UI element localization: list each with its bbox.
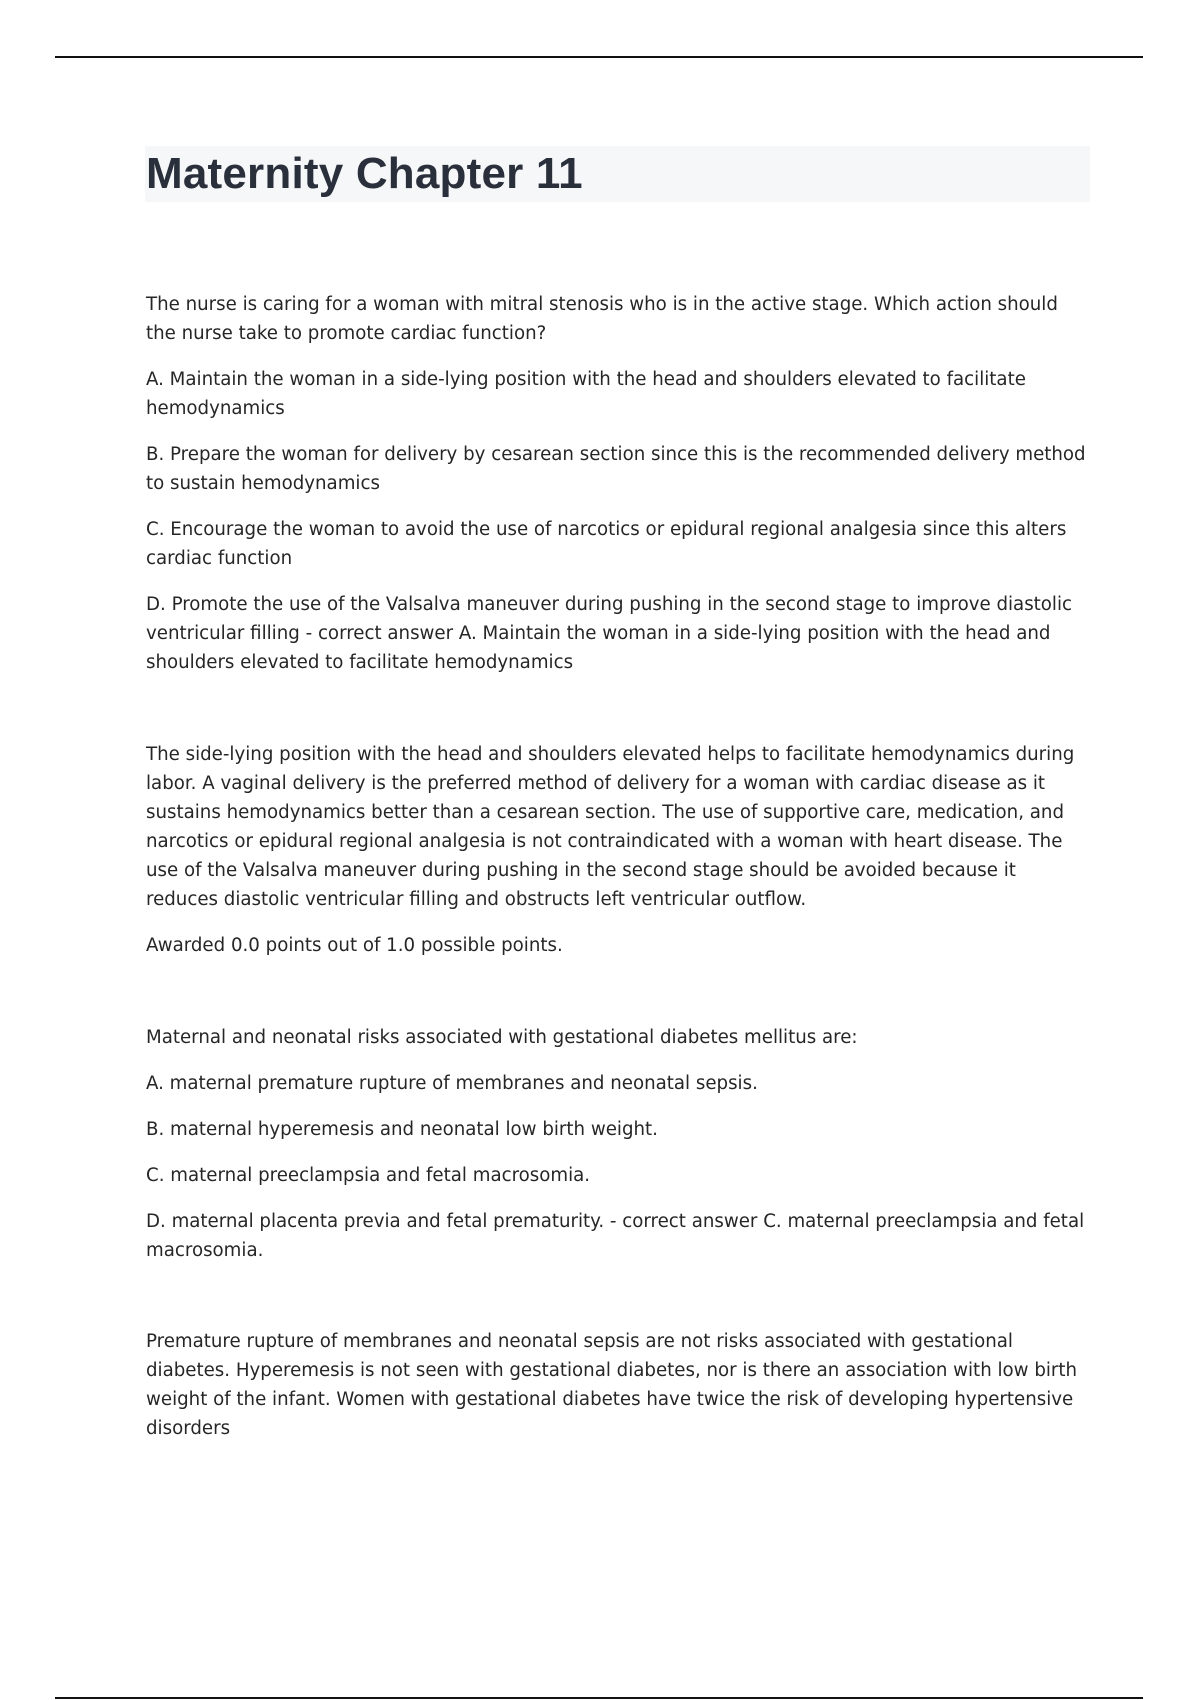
question-1-option-c: C. Encourage the woman to avoid the use of narcotics or epidural regional analgesia since this alters cardiac function xyxy=(146,519,1067,569)
question-1-score: Awarded 0.0 points out of 1.0 possible points. xyxy=(146,935,563,956)
spacer xyxy=(146,977,1091,1023)
page-title: Maternity Chapter 11 xyxy=(146,149,583,198)
spacer xyxy=(146,694,1091,740)
question-2-option-a: A. maternal premature rupture of membranes and neonatal sepsis. xyxy=(146,1073,758,1094)
question-1-option-d-answer: D. Promote the use of the Valsalva maneuver during pushing in the second stage to improve diastolic ventricular filling - correct answer A. Maintain the woman in a side-lying position with the head and shoulders elevated to facilitate hemodynamics xyxy=(146,594,1073,673)
question-1-option-a: A. Maintain the woman in a side-lying position with the head and shoulders elevated to facilitate hemodynamics xyxy=(146,369,1026,419)
question-2-option-c: C. maternal preeclampsia and fetal macrosomia. xyxy=(146,1165,591,1186)
question-2-rationale: Premature rupture of membranes and neonatal sepsis are not risks associated with gestational diabetes. Hyperemesis is not seen with gestational diabetes, nor is there an association with low birth weight of the infant. Women with gestational diabetes have twice the risk of developing hypertensive disorders xyxy=(146,1331,1078,1439)
question-2-option-b: B. maternal hyperemesis and neonatal low birth weight. xyxy=(146,1119,658,1140)
question-1-text: The nurse is caring for a woman with mitral stenosis who is in the active stage. Which action should the nurse take to promote cardiac function? xyxy=(146,294,1058,344)
question-1-rationale: The side-lying position with the head and shoulders elevated helps to facilitate hemodynamics during labor. A vaginal delivery is the preferred method of delivery for a woman with cardiac disease as it sustains hemodynamics better than a cesarean section. The use of supportive care, medication, and narcotics or epidural regional analgesia is not contraindicated with a woman with heart disease. The use of the Valsalva maneuver during pushing in the second stage should be avoided because it reduces diastolic ventricular filling and obstructs left ventricular outflow. xyxy=(146,744,1075,910)
document-body xyxy=(146,290,1091,1460)
question-1-option-b: B. Prepare the woman for delivery by cesarean section since this is the recommended delivery method to sustain hemodynamics xyxy=(146,444,1086,494)
spacer xyxy=(146,1282,1091,1327)
footer-rule xyxy=(55,1697,1143,1699)
header-rule xyxy=(55,56,1143,58)
question-2-text: Maternal and neonatal risks associated with gestational diabetes mellitus are: xyxy=(146,1027,858,1048)
question-2-option-d-answer: D. maternal placenta previa and fetal prematurity. - correct answer C. maternal preeclampsia and fetal macrosomia. xyxy=(146,1211,1085,1261)
